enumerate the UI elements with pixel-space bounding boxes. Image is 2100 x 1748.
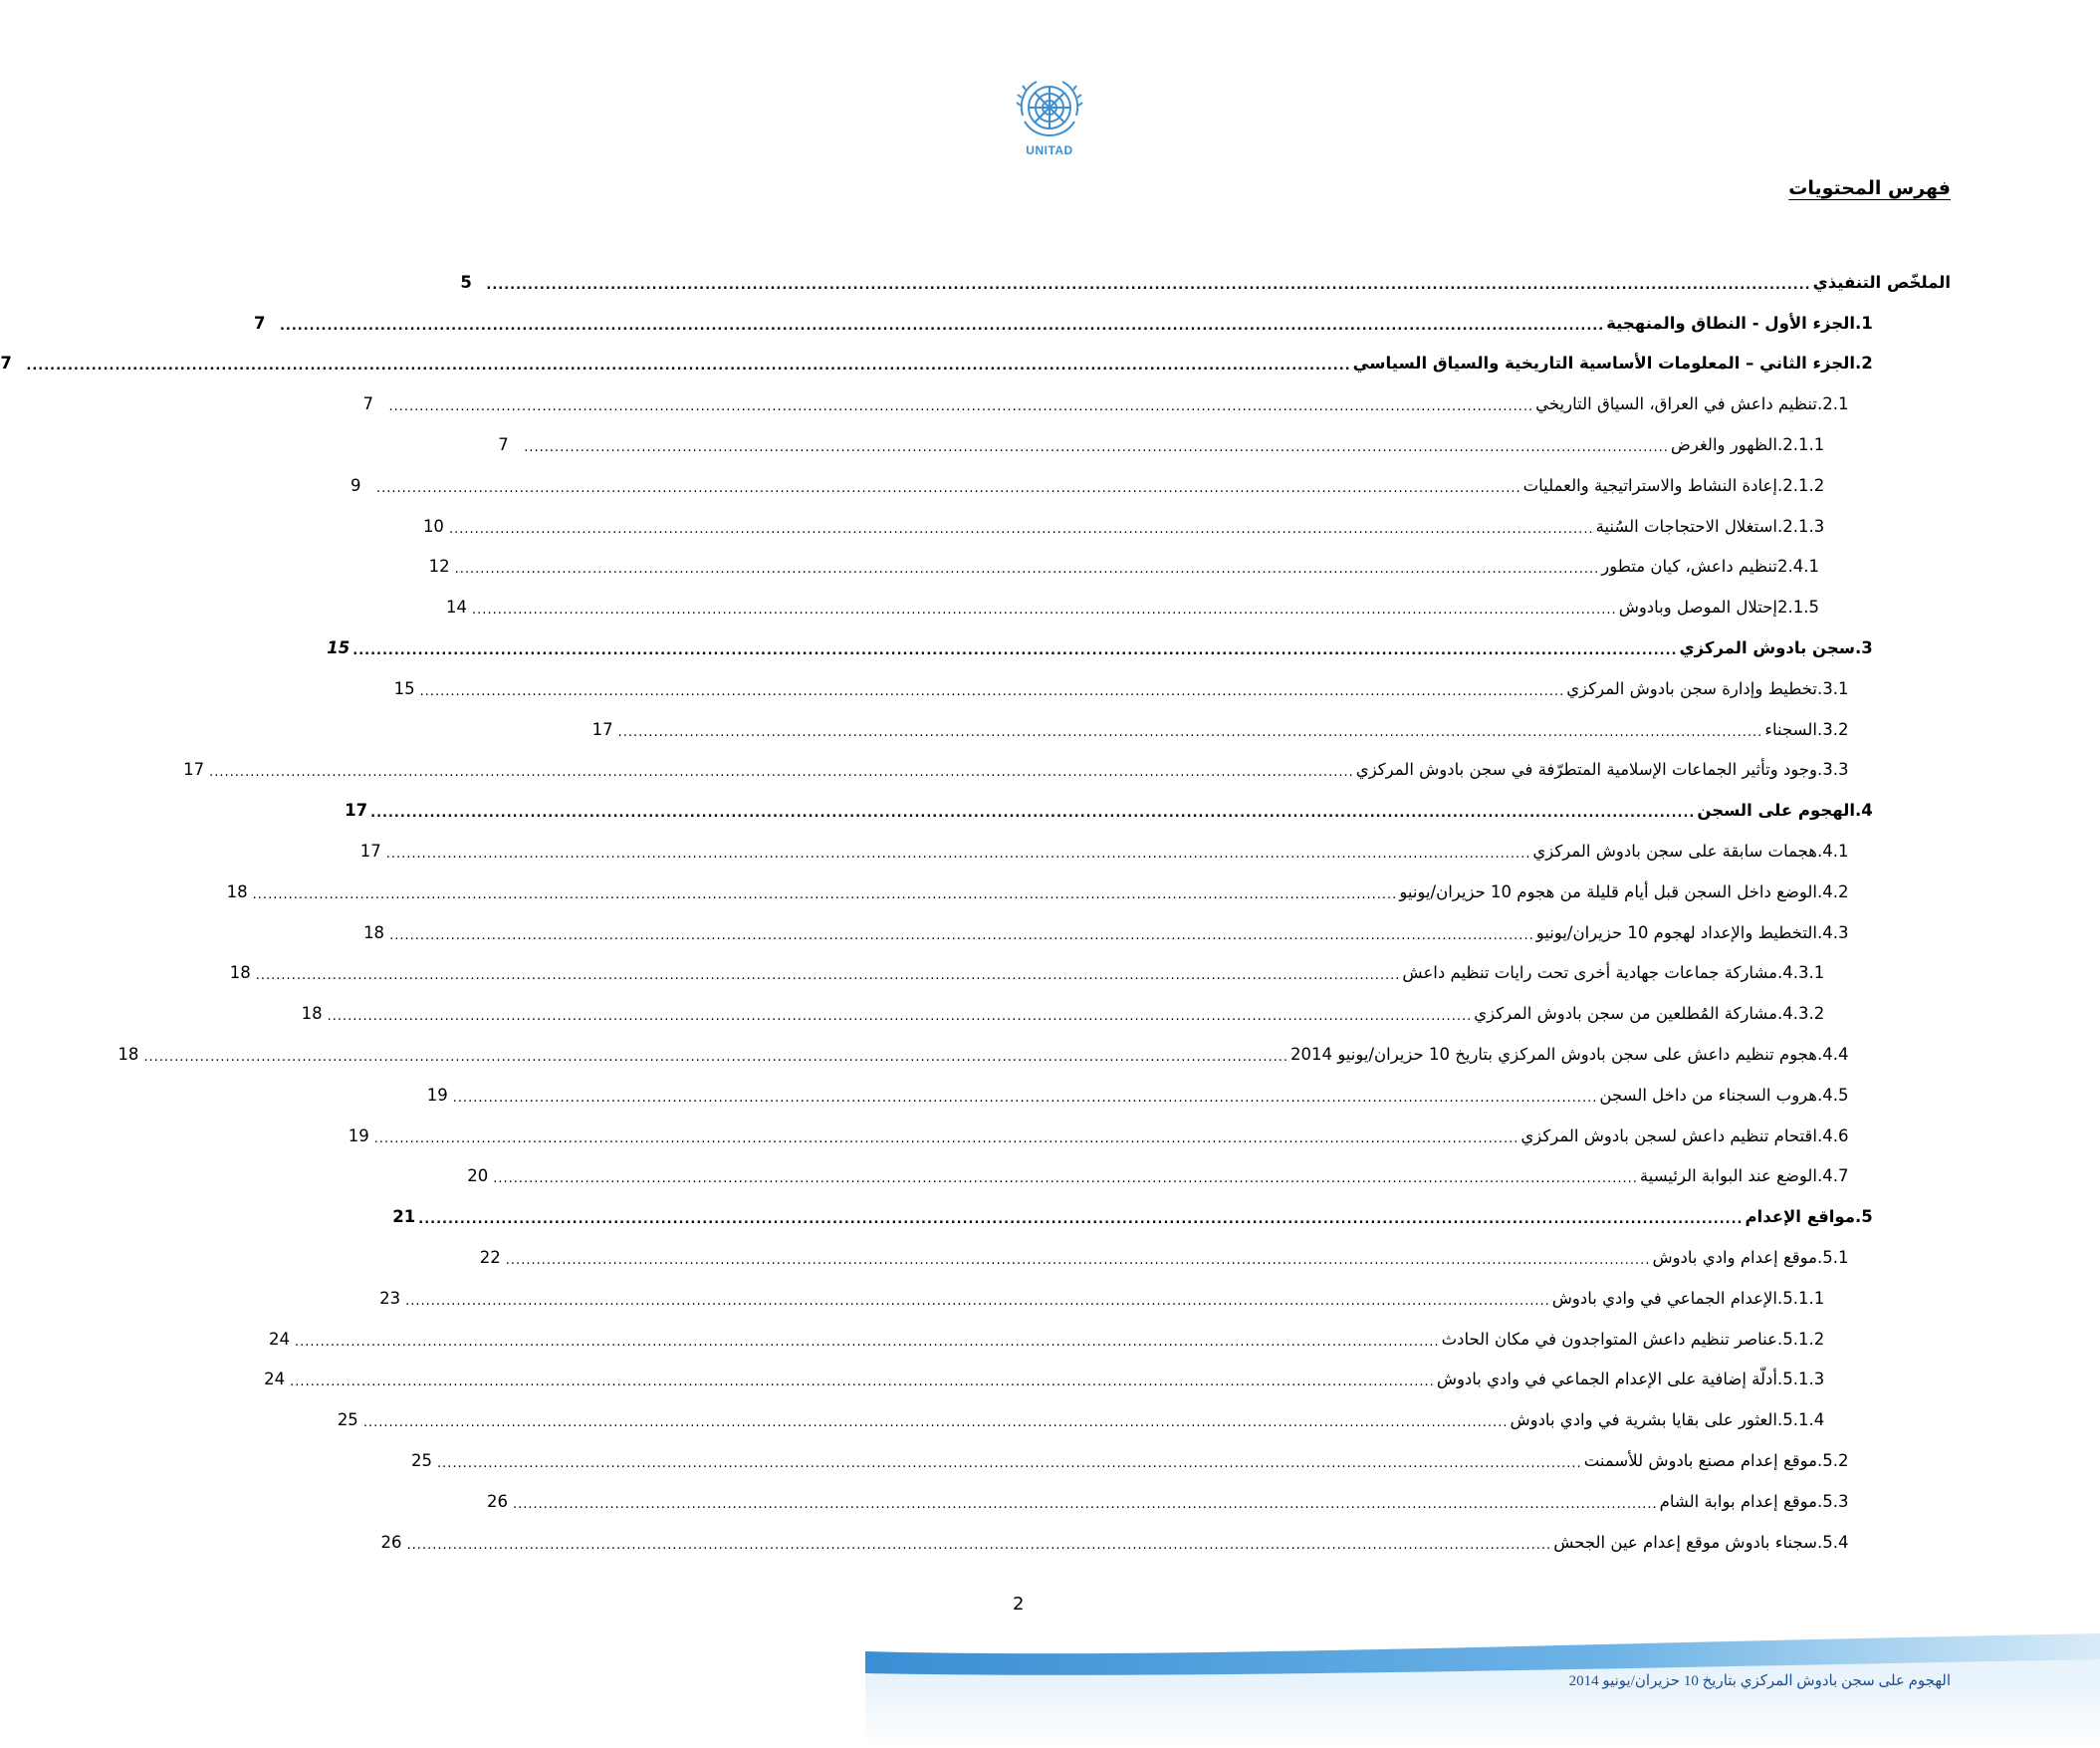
- page-title: فهرس المحتويات: [1788, 177, 1951, 199]
- toc-entry-number: .4: [1855, 801, 1873, 821]
- toc-dot-leader: ................................................................................................................................................................................................................................: [617, 724, 1763, 740]
- toc-entry-page: 24: [268, 1329, 290, 1349]
- toc-dot-leader: ................................................................................................................................................................................................................................: [452, 1090, 1598, 1106]
- toc-entry[interactable]: [362, 383, 1951, 424]
- toc-entry[interactable]: [264, 1360, 1951, 1400]
- toc-entry[interactable]: [183, 750, 1951, 791]
- toc-entry-title: تخطيط وإدارة سجن بادوش المركزي: [1566, 678, 1817, 698]
- toc-entry[interactable]: [226, 872, 1951, 912]
- toc-entry-number: .3.2: [1817, 719, 1849, 739]
- toc-entry-page: 25: [337, 1410, 358, 1430]
- toc-entry-title: سجناء بادوش موقع إعدام عين الجحش: [1553, 1532, 1817, 1552]
- toc-dot-leader: ................................................................................................................................................................................................................................: [327, 1009, 1473, 1025]
- toc-entry-number: .2.1.1: [1777, 435, 1825, 455]
- toc-entry-number: .3.1: [1817, 678, 1849, 698]
- toc-dot-leader: ................................................................................................................................................................................................................................: [373, 1130, 1519, 1146]
- toc-entry-title: تنظيم داعش في العراق، السياق التاريخي: [1535, 394, 1817, 414]
- toc-entry-number: .1: [1855, 313, 1873, 333]
- toc-entry-page: 17: [345, 801, 368, 821]
- toc-entry-number: 2.4.1: [1777, 557, 1819, 577]
- toc-entry-number: .2.1.2: [1777, 475, 1825, 495]
- toc-entry[interactable]: [379, 1278, 1951, 1319]
- toc-dot-leader: ................................................................................................................................................................................................................................: [362, 1415, 1509, 1431]
- toc-entry[interactable]: [348, 1116, 1951, 1156]
- toc-entry-title: مواقع الإعدام: [1745, 1207, 1855, 1227]
- toc-entry-page: 17: [183, 760, 205, 780]
- page-number: 2: [1013, 1594, 1025, 1615]
- toc-entry-title: الوضع عند البوابة الرئيسية: [1639, 1166, 1817, 1186]
- toc-entry-page: 7: [362, 394, 373, 414]
- toc-dot-leader: ................................................................................................................................................................................................................................: [352, 643, 1678, 659]
- toc-dot-leader: ................................................................................................................................................................................................................................: [389, 927, 1534, 943]
- toc-entry-title: الوضع داخل السجن قبل أيام قليلة من هجوم 10 حزيران/يونيو: [1399, 881, 1817, 901]
- toc-entry[interactable]: [345, 790, 1951, 831]
- toc-entry-page: 24: [264, 1370, 286, 1389]
- toc-entry-number: .3.3: [1817, 760, 1849, 780]
- toc-entry-page: 22: [479, 1248, 501, 1268]
- toc-entry-page: 18: [363, 922, 385, 942]
- toc-entry-number: .4.3.1: [1777, 963, 1825, 983]
- toc-entry-number: .2.1: [1817, 394, 1849, 414]
- toc-entry[interactable]: [363, 912, 1951, 953]
- toc-entry-number: .4.6: [1817, 1125, 1849, 1145]
- toc-dot-leader: ................................................................................................................................................................................................................................: [385, 847, 1531, 863]
- unitad-logo: [1013, 76, 1086, 159]
- toc-entry-page: 19: [426, 1085, 448, 1105]
- toc-entry-page: 14: [446, 598, 468, 618]
- toc-entry-number: .4.2: [1817, 881, 1849, 901]
- toc-entry[interactable]: [467, 1156, 1951, 1197]
- toc-entry-title: إعادة النشاط والاستراتيجية والعمليات: [1522, 475, 1777, 495]
- toc-entry[interactable]: [498, 424, 1951, 465]
- toc-dot-leader: ................................................................................................................................................................................................................................: [486, 277, 1811, 293]
- toc-dot-leader: ................................................................................................................................................................................................................................: [294, 1334, 1440, 1350]
- toc-entry-number: .4.3.2: [1777, 1004, 1825, 1024]
- toc-entry-number: .4.5: [1817, 1085, 1849, 1105]
- toc-dot-leader: ................................................................................................................................................................................................................................: [388, 399, 1534, 415]
- toc-entry-title: السجناء: [1764, 719, 1817, 739]
- toc-dot-leader: ................................................................................................................................................................................................................................: [493, 1171, 1638, 1187]
- toc-entry-title: أدلّة إضافية على الإعدام الجماعي في وادي بادوش: [1436, 1370, 1777, 1389]
- toc-entry-title: التخطيط والإعداد لهجوم 10 حزيران/يونيو: [1535, 922, 1817, 942]
- toc-entry-number: .5: [1855, 1207, 1873, 1227]
- toc-entry[interactable]: [479, 1237, 1951, 1278]
- toc-entry[interactable]: [422, 506, 1951, 547]
- toc-dot-leader: ................................................................................................................................................................................................................................: [512, 1496, 1658, 1512]
- toc-entry[interactable]: [327, 627, 1951, 668]
- toc-dot-leader: ................................................................................................................................................................................................................................: [375, 480, 1521, 496]
- toc-entry[interactable]: [253, 303, 1951, 344]
- toc-entry-title: وجود وتأثير الجماعات الإسلامية المتطرّفة في سجن بادوش المركزي: [1355, 760, 1817, 780]
- toc-entry-title: الجزء الثاني – المعلومات الأساسية التاريخية والسياق السياسي: [1352, 354, 1855, 374]
- toc-dot-leader: ................................................................................................................................................................................................................................: [370, 806, 1696, 822]
- toc-entry-title: العثور على بقايا بشرية في وادي بادوش: [1510, 1410, 1777, 1430]
- toc-entry[interactable]: [337, 1399, 1951, 1440]
- toc-dot-leader: ................................................................................................................................................................................................................................: [255, 968, 1401, 984]
- toc-entry-title: موقع إعدام مصنع بادوش للأسمنت: [1583, 1451, 1817, 1470]
- toc-dot-leader: ................................................................................................................................................................................................................................: [505, 1253, 1651, 1269]
- toc-dot-leader: ................................................................................................................................................................................................................................: [252, 886, 1398, 902]
- toc-dot-leader: ................................................................................................................................................................................................................................: [454, 562, 1600, 578]
- toc-dot-leader: ................................................................................................................................................................................................................................: [290, 1374, 1435, 1390]
- toc-entry-number: .2.1.3: [1777, 516, 1825, 536]
- toc-entry-title: الملخّص التنفيذي: [1812, 272, 1951, 292]
- toc-entry-page: 9: [350, 475, 361, 495]
- toc-dot-leader: ................................................................................................................................................................................................................................: [472, 603, 1617, 619]
- footer-title: الهجوم على سجن بادوش المركزي بتاريخ 10 حزيران/يونيو 2014: [1568, 1673, 1951, 1689]
- un-emblem-icon: [1013, 76, 1086, 141]
- toc-entry-page: 18: [117, 1045, 139, 1065]
- toc-entry-page: 15: [327, 638, 350, 658]
- toc-entry-page: 12: [428, 557, 450, 577]
- toc-entry-title: الإعدام الجماعي في وادي بادوش: [1551, 1288, 1777, 1308]
- toc-entry-number: 2.1.5: [1777, 598, 1819, 618]
- toc-entry-number: .5.3: [1817, 1491, 1849, 1511]
- toc-entry-number: .2: [1855, 354, 1873, 374]
- toc-entry[interactable]: [393, 668, 1951, 709]
- toc-entry-title: مشاركة المُطلعين من سجن بادوش المركزي: [1474, 1004, 1777, 1024]
- toc-entry-number: .5.1: [1817, 1248, 1849, 1268]
- toc-dot-leader: ................................................................................................................................................................................................................................: [419, 683, 1565, 699]
- toc-dot-leader: ................................................................................................................................................................................................................................: [279, 318, 1605, 334]
- toc-entry-number: .5.1.3: [1777, 1370, 1825, 1389]
- toc-entry-page: 20: [467, 1166, 489, 1186]
- toc-entry[interactable]: [460, 262, 1951, 303]
- toc-entry-number: .4.4: [1817, 1045, 1849, 1065]
- toc-entry-title: استغلال الاحتجاجات السُنية: [1595, 516, 1777, 536]
- toc-entry-page: 17: [359, 842, 381, 862]
- toc-entry[interactable]: [350, 465, 1951, 506]
- toc-entry-title: الهجوم على السجن: [1697, 801, 1855, 821]
- toc-dot-leader: ................................................................................................................................................................................................................................: [26, 359, 1351, 375]
- toc-entry-title: موقع إعدام بوابة الشام: [1659, 1491, 1817, 1511]
- toc-entry-number: .3: [1855, 638, 1873, 658]
- toc-entry[interactable]: [446, 587, 1951, 627]
- logo-text: UNITAD: [1026, 143, 1073, 157]
- toc-dot-leader: ................................................................................................................................................................................................................................: [448, 521, 1594, 537]
- toc-entry[interactable]: [229, 953, 1951, 994]
- toc-dot-leader: ................................................................................................................................................................................................................................: [418, 1212, 1744, 1228]
- toc-entry-number: .4.1: [1817, 842, 1849, 862]
- toc-entry-number: .5.1.1: [1777, 1288, 1825, 1308]
- toc-entry-page: 18: [229, 963, 251, 983]
- toc-entry-page: 21: [392, 1207, 416, 1227]
- toc-entry-title: هجوم تنظيم داعش على سجن بادوش المركزي بتاريخ 10 حزيران/يونيو 2014: [1289, 1045, 1817, 1065]
- toc-entry-title: سجن بادوش المركزي: [1679, 638, 1855, 658]
- toc-entry-number: .5.1.2: [1777, 1329, 1825, 1349]
- toc-entry[interactable]: [426, 1075, 1951, 1116]
- toc-entry[interactable]: [117, 1034, 1951, 1075]
- toc-entry-number: .5.1.4: [1777, 1410, 1825, 1430]
- toc-entry-page: 7: [253, 313, 266, 333]
- toc-dot-leader: ................................................................................................................................................................................................................................: [406, 1537, 1552, 1553]
- toc-entry-title: تنظيم داعش، كيان متطور: [1601, 557, 1777, 577]
- footer-band: [865, 1633, 2100, 1748]
- toc-entry-title: موقع إعدام وادي بادوش: [1652, 1248, 1817, 1268]
- toc-entry-page: 10: [422, 516, 444, 536]
- toc-entry-number: .4.3: [1817, 922, 1849, 942]
- table-of-contents: [0, 262, 1951, 1563]
- toc-entry-page: 17: [591, 719, 613, 739]
- toc-entry-number: .5.4: [1817, 1532, 1849, 1552]
- toc-entry-page: 7: [498, 435, 509, 455]
- toc-entry[interactable]: [268, 1319, 1951, 1360]
- toc-dot-leader: ................................................................................................................................................................................................................................: [437, 1456, 1582, 1471]
- toc-entry-page: 19: [348, 1125, 369, 1145]
- toc-entry-title: مشاركة جماعات جهادية أخرى تحت رايات تنظيم داعش: [1402, 963, 1777, 983]
- toc-entry[interactable]: [380, 1522, 1951, 1563]
- toc-entry-title: إحتلال الموصل وبادوش: [1618, 598, 1777, 618]
- toc-dot-leader: ................................................................................................................................................................................................................................: [405, 1293, 1550, 1309]
- toc-dot-leader: ................................................................................................................................................................................................................................: [209, 765, 1354, 781]
- toc-entry-title: اقتحام تنظيم داعش لسجن بادوش المركزي: [1520, 1125, 1817, 1145]
- toc-entry-number: .5.2: [1817, 1451, 1849, 1470]
- toc-entry[interactable]: [486, 1481, 1951, 1522]
- toc-entry-number: .4.7: [1817, 1166, 1849, 1186]
- toc-entry-title: هروب السجناء من داخل السجن: [1599, 1085, 1817, 1105]
- toc-entry-page: 5: [460, 272, 472, 292]
- toc-entry-page: 15: [393, 678, 415, 698]
- toc-entry[interactable]: [428, 547, 1951, 588]
- toc-dot-leader: ................................................................................................................................................................................................................................: [524, 440, 1669, 456]
- toc-entry-page: 18: [226, 881, 248, 901]
- toc-entry[interactable]: [359, 831, 1951, 872]
- toc-entry-page: 18: [301, 1004, 323, 1024]
- toc-entry-page: 26: [486, 1491, 508, 1511]
- toc-entry-title: الظهور والغرض: [1670, 435, 1777, 455]
- toc-entry-page: 25: [411, 1451, 433, 1470]
- toc-entry[interactable]: [301, 993, 1951, 1034]
- toc-entry-page: 23: [379, 1288, 401, 1308]
- toc-entry[interactable]: [591, 709, 1951, 750]
- toc-entry[interactable]: [0, 344, 1951, 384]
- toc-entry[interactable]: [411, 1440, 1951, 1481]
- toc-entry-title: الجزء الأول - النطاق والمنهجية: [1606, 313, 1855, 333]
- toc-dot-leader: ................................................................................................................................................................................................................................: [143, 1050, 1288, 1066]
- toc-entry-page: 7: [0, 354, 12, 374]
- toc-entry[interactable]: [392, 1196, 1951, 1237]
- toc-entry-title: هجمات سابقة على سجن بادوش المركزي: [1532, 842, 1817, 862]
- toc-entry-page: 26: [380, 1532, 402, 1552]
- toc-entry-title: عناصر تنظيم داعش المتواجدون في مكان الحادث: [1441, 1329, 1777, 1349]
